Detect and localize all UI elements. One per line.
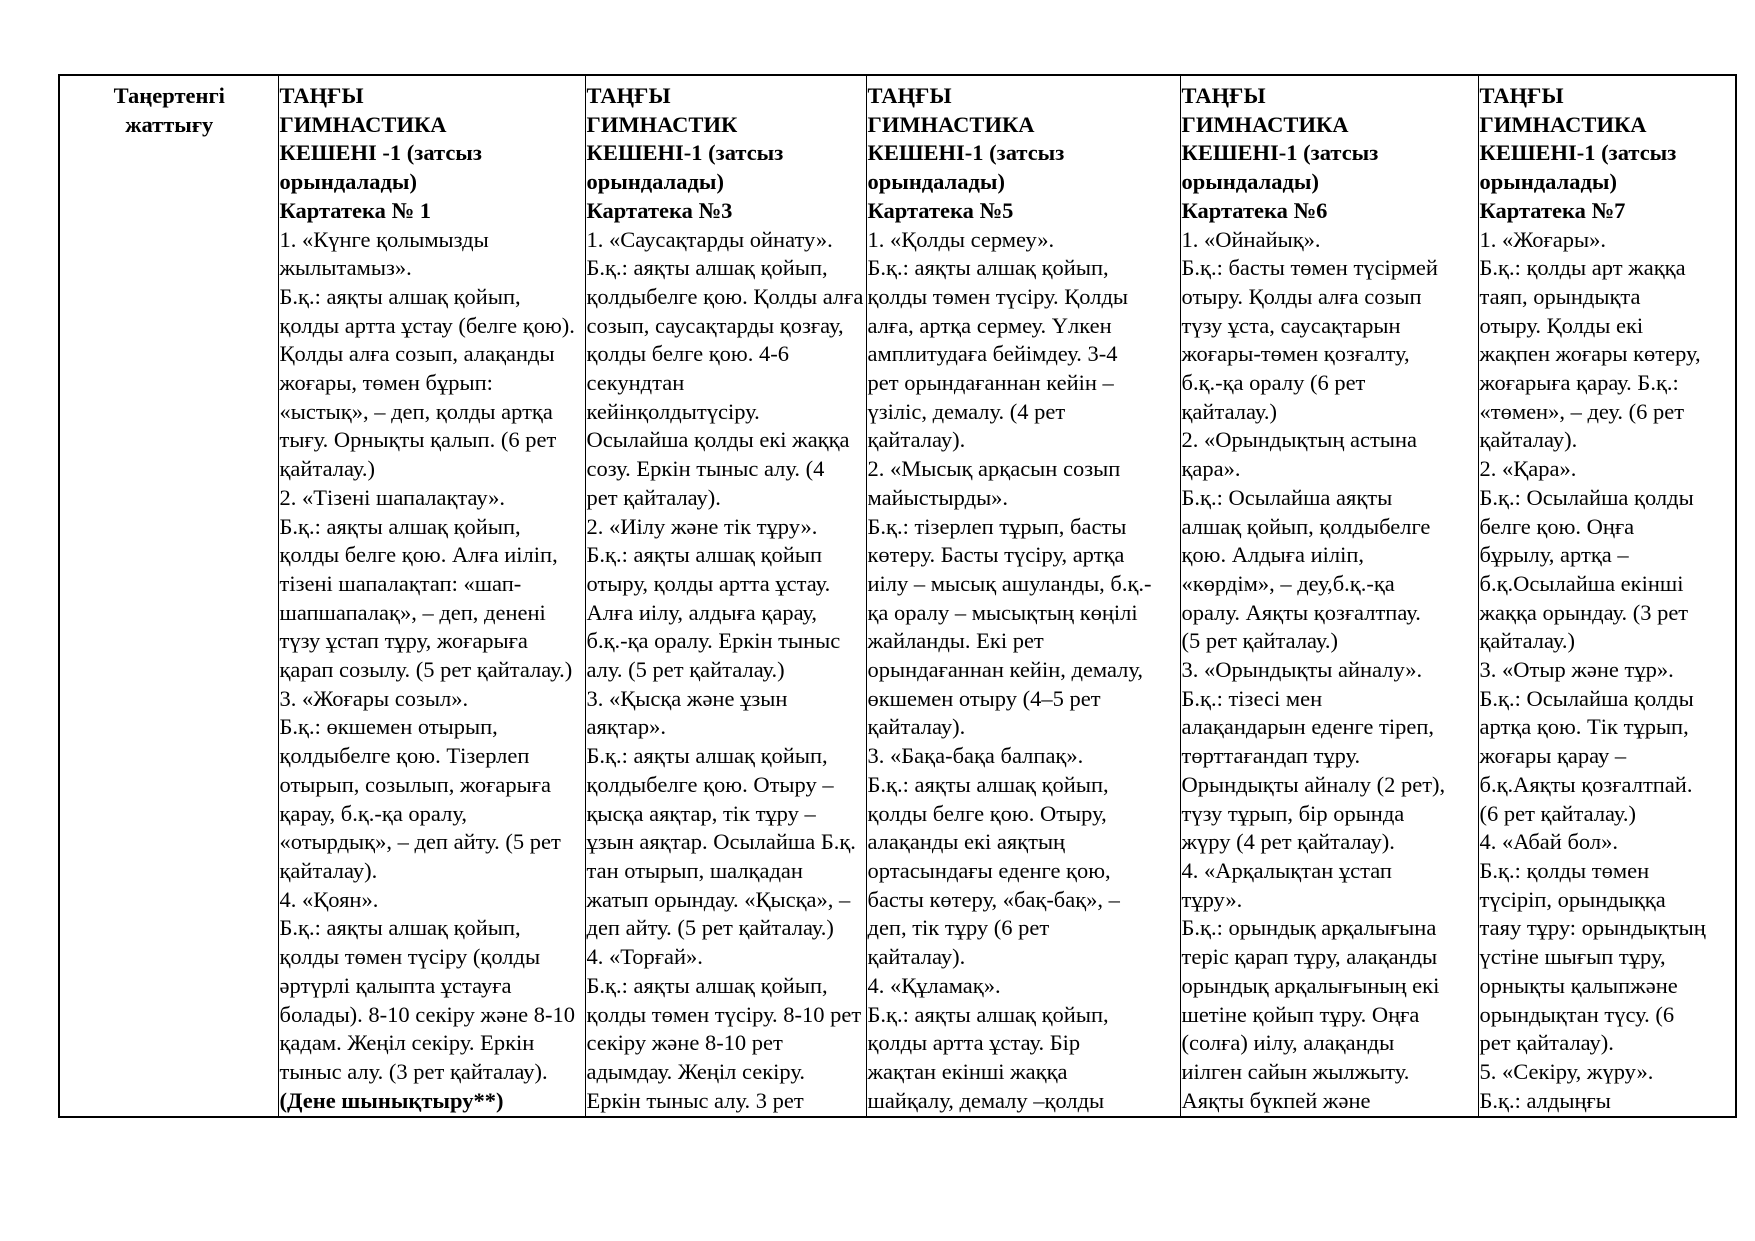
exercise-text-line: жаққа орындау. (3 рет: [1479, 599, 1689, 625]
exercise-text-line: орындық арқалығының екі: [1181, 972, 1440, 998]
card-number-heading: Картатека №6: [1181, 197, 1328, 223]
exercise-text-line: 3. «Отыр және тұр».: [1479, 657, 1674, 683]
complex-heading-line: орындалады): [279, 169, 417, 195]
row-label-line: жаттығу: [125, 111, 214, 137]
exercise-text-line: таяу тұру: орындықтың: [1479, 915, 1706, 941]
exercise-text-line: қа оралу – мысықтың көңілі: [867, 599, 1138, 625]
exercise-text-line: үстіне шығып тұру,: [1479, 944, 1666, 970]
complex-heading-line: КЕШЕНІ -1 (затсыз: [279, 140, 482, 166]
exercise-text-line: қара».: [1181, 456, 1241, 482]
exercise-text-line: шапшапалақ», – деп, денені: [279, 599, 546, 625]
day-column-4: [1180, 75, 1478, 1117]
exercise-text-line: рет қайталау).: [1479, 1030, 1614, 1056]
exercise-text-line: көтеру. Басты түсіру, артқа: [867, 542, 1125, 568]
exercise-text-line: жақпен жоғары көтеру,: [1479, 341, 1701, 367]
exercise-text-line: әртүрлі қалыпта ұстауға: [279, 972, 512, 998]
exercise-text-line: түзу ұстап тұру, жоғарыға: [279, 628, 528, 654]
exercise-text-line: Б.қ.: аяқты алшақ қойып,: [867, 255, 1109, 281]
exercise-text-line: Б.қ.: аяқты алшақ қойып,: [279, 915, 521, 941]
exercise-text-line: тізені шапалақтап: «шап-: [279, 570, 522, 596]
exercise-text-line: 4. «Қоян».: [279, 886, 379, 912]
exercise-text-line: созу. Еркін тыныс алу. (4: [586, 456, 825, 482]
exercise-text-line: майыстырды».: [867, 484, 1009, 510]
exercise-text-line: (6 рет қайталау.): [1479, 800, 1637, 826]
exercise-text-line: 4. «Арқалықтан ұстап: [1181, 857, 1392, 883]
exercise-text-line: б.қ.Осылайша екінші: [1479, 570, 1684, 596]
card-number-heading: Картатека №5: [867, 197, 1014, 223]
day-column-5: [1478, 75, 1736, 1117]
exercise-text-line: 4. «Торғай».: [586, 944, 703, 970]
day-column-1: [278, 75, 585, 1117]
complex-heading-line: ГИМНАСТИКА: [1479, 111, 1647, 137]
exercise-text-line: «көрдім», – деу,б.қ.-қа: [1181, 570, 1395, 596]
exercise-text-line: қайталау).: [867, 944, 966, 970]
exercise-text-line: 2. «Иілу және тік тұру».: [586, 513, 818, 539]
exercise-text-line: түзу ұста, саусақтарын: [1181, 312, 1401, 338]
exercise-text-line: 3. «Қысқа және ұзын: [586, 685, 788, 711]
exercise-text-line: б.қ.-қа оралу. Еркін тыныс: [586, 628, 841, 654]
exercise-text-line: «ыстық», – деп, қолды артқа: [279, 398, 553, 424]
exercise-text-line: қайталау.): [1181, 398, 1277, 424]
exercise-text-line: 3. «Бақа-бақа балпақ».: [867, 743, 1084, 769]
exercise-text-line: қолды артта ұстау (белге қою).: [279, 312, 575, 338]
exercise-text-line: кейінқолдытүсіру.: [586, 398, 760, 424]
complex-heading-line: КЕШЕНІ-1 (затсыз: [867, 140, 1065, 166]
exercise-text-line: басты көтеру, «бақ-бақ», –: [867, 886, 1120, 912]
complex-heading-line: КЕШЕНІ-1 (затсыз: [586, 140, 784, 166]
exercise-text-line: орындағаннан кейін, демалу,: [867, 657, 1144, 683]
exercise-text-line: Аяқты бүкпей және: [1181, 1087, 1371, 1113]
exercise-text-line: таяп, орындықта: [1479, 283, 1641, 309]
exercise-text-line: тыныс алу. (3 рет қайталау).: [279, 1058, 548, 1084]
exercise-text-line: Б.қ.: басты төмен түсірмей: [1181, 255, 1438, 281]
exercise-text-line: түзу тұрып, бір орында: [1181, 800, 1405, 826]
exercise-text-line: бұрылу, артқа –: [1479, 542, 1629, 568]
exercise-text-line: Қолды алға созып, алақанды: [279, 341, 555, 367]
exercise-text-line: жоғары қарау –: [1479, 743, 1627, 769]
complex-heading-line: ГИМНАСТИКА: [867, 111, 1035, 137]
complex-heading-line: орындалады): [586, 169, 724, 195]
exercise-text-line: оралу. Аяқты қозғалтпау.: [1181, 599, 1421, 625]
physical-training-note: (Дене шынықтыру**): [279, 1087, 504, 1113]
exercise-text-line: Б.қ.: Осылайша қолды: [1479, 484, 1694, 510]
exercise-text-line: тұру».: [1181, 886, 1243, 912]
exercise-text-line: қайталау).: [867, 427, 966, 453]
exercise-text-line: жоғары-төмен қозғалту,: [1181, 341, 1410, 367]
exercise-text-line: қолдыбелге қою. Қолды алға: [586, 283, 864, 309]
exercise-text-line: ортасындағы еденге қою,: [867, 857, 1111, 883]
exercise-text-line: қолды белге қою. Алға иіліп,: [279, 542, 558, 568]
exercise-text-line: қолды төмен түсіру (қолды: [279, 944, 541, 970]
exercise-text-line: Б.қ.: аяқты алшақ қойып,: [586, 972, 828, 998]
exercise-text-line: шетіне қойып тұру. Оңға: [1181, 1001, 1420, 1027]
exercise-text-line: Б.қ.: қолды арт жаққа: [1479, 255, 1686, 281]
exercise-text-line: алу. (5 рет қайталау.): [586, 657, 785, 683]
exercise-text-line: қадам. Жеңіл секіру. Еркін: [279, 1030, 535, 1056]
complex-heading-line: ТАҢҒЫ: [1479, 83, 1564, 108]
exercise-text-line: Орындықты айналу (2 рет),: [1181, 771, 1446, 797]
exercise-text-line: жоғары, төмен бұрып:: [279, 370, 493, 396]
exercise-text-line: қайталау.): [1479, 628, 1575, 654]
row-label-cell: [59, 75, 278, 1117]
exercise-text-line: Б.қ.: тізерлеп тұрып, басты: [867, 513, 1127, 539]
exercise-text-line: (солға) иілу, алақанды: [1181, 1030, 1395, 1056]
exercise-text-line: теріс қарап тұру, алақанды: [1181, 944, 1438, 970]
exercise-text-line: Б.қ.: аяқты алшақ қойып: [586, 542, 822, 568]
complex-heading-line: орындалады): [1181, 169, 1319, 195]
exercise-text-line: Б.қ.: аяқты алшақ қойып,: [586, 743, 828, 769]
exercise-text-line: 4. «Құламақ».: [867, 972, 1001, 998]
exercise-text-line: иілу – мысық ашуланды, б.қ.-: [867, 570, 1152, 596]
exercise-text-line: 2. «Тізені шапалақтау».: [279, 484, 506, 510]
table-row: [59, 75, 1736, 1117]
exercise-text-line: орындықтан түсу. (6: [1479, 1001, 1675, 1027]
exercise-text-line: жатып орындау. «Қысқа», –: [586, 886, 851, 912]
exercise-text-line: амплитудаға бейімдеу. 3-4: [867, 341, 1118, 367]
exercise-text-line: алға, артқа сермеу. Үлкен: [867, 312, 1112, 338]
exercise-text-line: жайланды. Екі рет: [867, 628, 1044, 654]
exercise-text-line: «төмен», – деу. (6 рет: [1479, 398, 1685, 424]
exercise-text-line: Алға иілу, алдыға қарау,: [586, 599, 818, 625]
exercise-text-line: 1. «Қолды сермеу».: [867, 226, 1055, 252]
exercise-text-line: ұзын аяқтар. Осылайша Б.қ.: [586, 829, 856, 855]
card-number-heading: Картатека № 1: [279, 197, 432, 223]
exercise-text-line: Б.қ.: алдыңғы: [1479, 1087, 1611, 1113]
exercise-text-line: отырып, созылып, жоғарыға: [279, 771, 551, 797]
exercise-text-line: тығу. Орнықты қалып. (6 рет: [279, 427, 557, 453]
exercise-text-line: 2. «Орындықтың астына: [1181, 427, 1417, 453]
exercise-text-line: 3. «Орындықты айналу».: [1181, 657, 1423, 683]
exercise-text-line: жылытамыз».: [279, 255, 412, 281]
exercise-text-line: қолды артта ұстау. Бір: [867, 1030, 1081, 1056]
exercise-text-line: қысқа аяқтар, тік тұру –: [586, 800, 816, 826]
exercise-text-line: Б.қ.: аяқты алшақ қойып,: [867, 771, 1109, 797]
exercise-text-line: адымдау. Жеңіл секіру.: [586, 1058, 805, 1084]
exercise-text-line: түсіріп, орындыққа: [1479, 886, 1666, 912]
exercise-text-line: орнықты қалыпжәне: [1479, 972, 1678, 998]
exercise-text-line: секіру және 8-10 рет: [586, 1030, 783, 1056]
exercise-text-line: б.қ.-қа оралу (6 рет: [1181, 370, 1366, 396]
exercise-text-line: алақанды екі аяқтың: [867, 829, 1066, 855]
exercise-text-line: 1. «Саусақтарды ойнату».: [586, 226, 833, 252]
exercise-text-line: қарап созылу. (5 рет қайталау.): [279, 657, 573, 683]
exercise-text-line: қайталау).: [279, 857, 378, 883]
exercise-text-line: созып, саусақтарды қозғау,: [586, 312, 844, 338]
complex-heading-line: ТАҢҒЫ: [279, 83, 364, 108]
exercise-text-line: болады). 8-10 секіру және 8-10: [279, 1001, 575, 1027]
exercise-text-line: отыру. Қолды алға созып: [1181, 283, 1422, 309]
exercise-text-line: 2. «Мысық арқасын созып: [867, 456, 1121, 482]
exercise-text-line: Б.қ.: қолды төмен: [1479, 857, 1650, 883]
exercise-text-line: Б.қ.: Осылайша аяқты: [1181, 484, 1393, 510]
complex-heading-line: ТАҢҒЫ: [586, 83, 671, 108]
exercise-text-line: (5 рет қайталау.): [1181, 628, 1339, 654]
complex-heading-line: ГИМНАСТИКА: [279, 111, 447, 137]
exercise-text-line: «отырдық», – деп айту. (5 рет: [279, 829, 561, 855]
exercise-text-line: алшақ қойып, қолдыбелге: [1181, 513, 1431, 539]
complex-heading-line: ТАҢҒЫ: [867, 83, 952, 108]
exercise-schedule-table: [58, 74, 1737, 1118]
exercise-text-line: 5. «Секіру, жүру».: [1479, 1058, 1654, 1084]
exercise-text-line: Б.қ.: Осылайша қолды: [1479, 685, 1694, 711]
exercise-text-line: қолды белге қою. Отыру,: [867, 800, 1107, 826]
exercise-text-line: қолды белге қою. 4-6: [586, 341, 789, 367]
card-number-heading: Картатека №3: [586, 197, 733, 223]
exercise-text-line: Б.қ.: аяқты алшақ қойып,: [867, 1001, 1109, 1027]
exercise-text-line: 3. «Жоғары созыл».: [279, 685, 469, 711]
exercise-text-line: Б.қ.: аяқты алшақ қойып,: [586, 255, 828, 281]
exercise-text-line: 4. «Абай бол».: [1479, 829, 1618, 855]
exercise-text-line: Б.қ.: тізесі мен: [1181, 685, 1323, 711]
exercise-text-line: деп, тік тұру (6 рет: [867, 915, 1050, 941]
exercise-text-line: тан отырып, шалқадан: [586, 857, 803, 883]
exercise-text-line: отыру. Қолды екі: [1479, 312, 1644, 338]
exercise-text-line: шайқалу, демалу –қолды: [867, 1087, 1105, 1113]
exercise-text-line: 1. «Ойнайық».: [1181, 226, 1321, 252]
exercise-text-line: деп айту. (5 рет қайталау.): [586, 915, 834, 941]
exercise-text-line: жақтан екінші жаққа: [867, 1058, 1068, 1084]
exercise-text-line: қолды төмен түсіру. Қолды: [867, 283, 1129, 309]
day-column-2: [585, 75, 866, 1117]
exercise-text-line: жүру (4 рет қайталау).: [1181, 829, 1395, 855]
exercise-text-line: қою. Алдыға иіліп,: [1181, 542, 1365, 568]
complex-heading-line: ГИМНАСТИКА: [1181, 111, 1349, 137]
exercise-text-line: қайталау).: [1479, 427, 1578, 453]
exercise-text-line: қарау, б.қ.-қа оралу,: [279, 800, 467, 826]
complex-heading-line: ТАҢҒЫ: [1181, 83, 1266, 108]
exercise-text-line: белге қою. Оңға: [1479, 513, 1635, 539]
day-column-3: [866, 75, 1180, 1117]
complex-heading-line: КЕШЕНІ-1 (затсыз: [1479, 140, 1677, 166]
exercise-text-line: артқа қою. Тік тұрып,: [1479, 714, 1689, 740]
exercise-text-line: б.қ.Аяқты қозғалтпай.: [1479, 771, 1693, 797]
exercise-text-line: Осылайша қолды екі жаққа: [586, 427, 850, 453]
exercise-text-line: иілген сайын жылжыту.: [1181, 1058, 1410, 1084]
exercise-text-line: Б.қ.: орындық арқалығына: [1181, 915, 1437, 941]
complex-heading-line: КЕШЕНІ-1 (затсыз: [1181, 140, 1379, 166]
exercise-text-line: 1. «Күнге қолымызды: [279, 226, 489, 252]
exercise-text-line: секундтан: [586, 370, 685, 396]
exercise-text-line: аяқтар».: [586, 714, 666, 740]
complex-heading-line: орындалады): [867, 169, 1005, 195]
exercise-text-line: қолды төмен түсіру. 8-10 рет: [586, 1001, 862, 1027]
complex-heading-line: ГИМНАСТИК: [586, 111, 738, 137]
exercise-text-line: жоғарыға қарау. Б.қ.:: [1479, 370, 1679, 396]
exercise-text-line: рет қайталау).: [586, 484, 721, 510]
row-label-line: Таңертенгі: [113, 83, 225, 108]
exercise-text-line: алақандарын еденге тіреп,: [1181, 714, 1435, 740]
complex-heading-line: орындалады): [1479, 169, 1617, 195]
exercise-text-line: Б.қ.: аяқты алшақ қойып,: [279, 513, 521, 539]
exercise-text-line: отыру, қолды артта ұстау.: [586, 570, 831, 596]
exercise-text-line: қайталау.): [279, 456, 375, 482]
exercise-text-line: Еркін тыныс алу. 3 рет: [586, 1087, 804, 1113]
exercise-text-line: қолдыбелге қою. Тізерлеп: [279, 743, 530, 769]
exercise-text-line: 2. «Қара».: [1479, 456, 1577, 482]
card-number-heading: Картатека №7: [1479, 197, 1626, 223]
exercise-text-line: рет орындағаннан кейін –: [867, 370, 1114, 396]
exercise-text-line: үзіліс, демалу. (4 рет: [867, 398, 1066, 424]
exercise-text-line: қайталау).: [867, 714, 966, 740]
exercise-text-line: төрттағандап тұру.: [1181, 743, 1361, 769]
exercise-text-line: Б.қ.: өкшемен отырып,: [279, 714, 498, 740]
exercise-text-line: өкшемен отыру (4–5 рет: [867, 685, 1101, 711]
exercise-text-line: қолдыбелге қою. Отыру –: [586, 771, 834, 797]
exercise-text-line: Б.қ.: аяқты алшақ қойып,: [279, 283, 521, 309]
exercise-text-line: 1. «Жоғары».: [1479, 226, 1606, 252]
